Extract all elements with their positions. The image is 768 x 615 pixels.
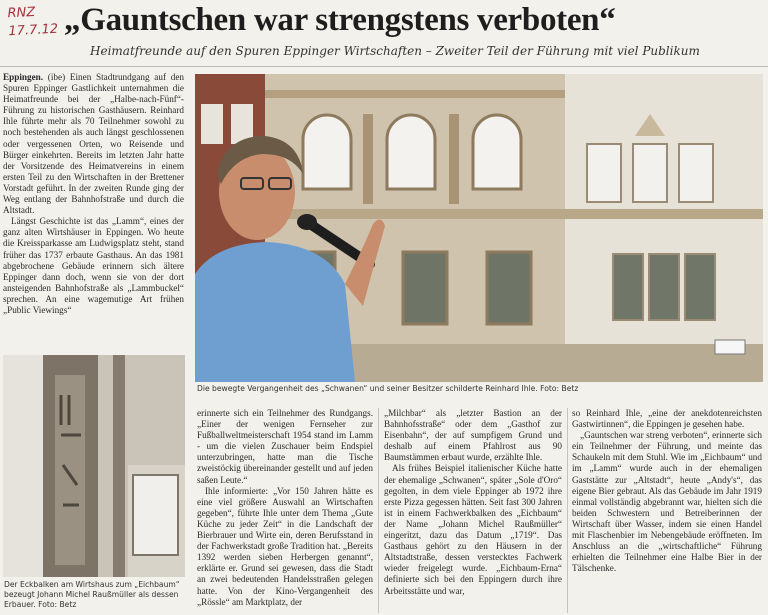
main-photo [195, 74, 763, 382]
paragraph: Ihle informierte: „Vor 150 Jahren hätte es eine viel größere Auswahl an Wirtschaften gegeben“, führte Ihle unter dem Thema „Gute Küche zu jeder Zeit“ in die Landschaft der Bierbrauer und Wirte ein, deren Berufsstand in der Fachwerkstadt große Tradition hat. „Bereits 1392 werden sieben Herbergen genannt“, erklärte er. Grund sei gewesen, dass die Stadt an zwei bedeutenden Handelsstraßen gelegen hatte. Von der Kino-Vergangenheit des „Rössle“ am Marktplatz, der [197, 485, 373, 607]
lead-text: (ibe) Einen Stadtrundgang auf den Spuren Eppinger Gastlichkeit unternahmen die Heimatfreunde bei der „Halbe-nach-Fünf“-Führung zu historischen Gasthäusern. Reinhard Ihle führte mehr als 70 Teilnehmer sowohl zu noch bestehenden als auch längst geschlossenen oder vergessenen Orten, wo Reisende und Bürger einkehrten. Bereits im letzten Jahr hatte der Vorsitzende des Heimatvereins in einem ersten Teil zu den Wirtschaften in der Brettener Vorstadt geführt. In der zweiten Runde ging der Weg entlang der Bahnhofstraße und durch die Altstadt. [3, 72, 184, 216]
handwritten-note [7, 3, 58, 42]
paragraph: Als frühes Beispiel italienischer Küche hatte der ehemalige „Schwanen“, später „Sole d'Oro“ gegolten, in dem viele Eppinger ab 1972 ihre erste Pizza gegessen hätten. Seit fast 300 Jahren ist in einem Fachwerkbalken des „Eichbaum“ der Name „Johann Michel Raußmüller“ eingeritzt, dazu das Datum „1719“. Das Gasthaus gehört zu den Häusern in der Altstadtstraße, dessen verstecktes Fachwerk wieder freigelegt wurde. „Eichbaum-Erna“ definierte sich bei den Eppingern durch ihre Arbeitsstätte und war, [384, 463, 562, 596]
subheadline: Heimatfreunde auf den Spuren Eppinger Wirtschaften – Zweiter Teil der Führung mit viel Publikum [90, 44, 700, 58]
article-column-4 [572, 408, 762, 574]
schwanen-facade-photo [195, 74, 763, 382]
article-column-1 [3, 72, 184, 316]
column-divider [378, 408, 379, 613]
eichbaum-beam-photo [3, 355, 185, 577]
paragraph: „Milchbar“ als „letzter Bastion an der Bahnhofsstraße“ oder dem „Gasthof zur Eisenbahn“, der auf sumpfigem Grund und deshalb auf einem Pfahlrost aus 90 Baumstämmen erbaut wurde, erzählte Ihle. [384, 408, 562, 463]
lead-paragraph [3, 72, 184, 216]
side-photo [3, 355, 185, 577]
article-column-2 [197, 408, 373, 608]
handnote-date: 17.7.12 [8, 21, 59, 40]
article-column-3 [384, 408, 562, 597]
headline: „Gauntschen war strengstens verboten“ [64, 2, 616, 38]
column-divider [567, 408, 568, 613]
side-photo-caption: Der Eckbalken am Wirtshaus zum „Eichbaum“ bezeugt Johann Michel Raußmüller als dessen Erbauer. Foto: Betz [4, 580, 180, 609]
header-rule [0, 66, 768, 67]
handnote-source: RNZ [7, 4, 36, 22]
paragraph: so Reinhard Ihle, „eine der anekdotenreichsten Gastwirtinnen“, die Eppingen je gesehen habe. [572, 408, 762, 430]
paragraph: „Gauntschen war streng verboten“, erinnerte sich ein Teilnehmer der Führung, und meinte das Schaukeln mit dem Stuhl. Wie im „Eichbaum“ und im „Lamm“ wurde auch in der ehemaligen Gaststätte zur „Altstadt“, heute „Andy's“, das eigene Bier gebraut. Als das Gebäude im Jahr 1919 einmal vollständig abgebrannt war, hielten sich die beiden Schwestern und Betreiberinnen der Wirtschaft über Wasser, indem sie einen Handel mit Flaschenbier im Nebengebäude eröffneten. Im Anschluss an die „wirtschaftliche“ Führung erhielten die Teilnehmer eine Halbe Bier in der Tälschenke. [572, 430, 762, 574]
paragraph: erinnerte sich ein Teilnehmer des Rundgangs. „Einer der wenigen Fernseher zur Fußballweltmeisterschaft 1954 stand im Lamm - um die vielen Zuschauer beim Endspiel unterzubringen, hatte man die Tische zweistöckig übereinander gestellt und auf jeden saßen Leute.“ [197, 408, 373, 485]
main-photo-caption: Die bewegte Vergangenheit des „Schwanen“ und seiner Besitzer schilderte Reinhard Ihle. Foto: Betz [197, 384, 579, 393]
dateline: Eppingen. [3, 72, 44, 82]
paragraph: Längst Geschichte ist das „Lamm“, eines der ganz alten Wirtshäuser in Eppingen. Wo heute die Kreissparkasse am Ludwigsplatz steht, stand früher das 1737 erbaute Gasthaus. An das 1981 abgebrochene Gebäude erinnern sich ältere Eppinger dann doch, wenn sie von der dort ansteigenden Bahnhofstraße als „Lammbuckel“ sprechen. An eine wagemutige Art frühen „Public Viewings“ [3, 216, 184, 315]
